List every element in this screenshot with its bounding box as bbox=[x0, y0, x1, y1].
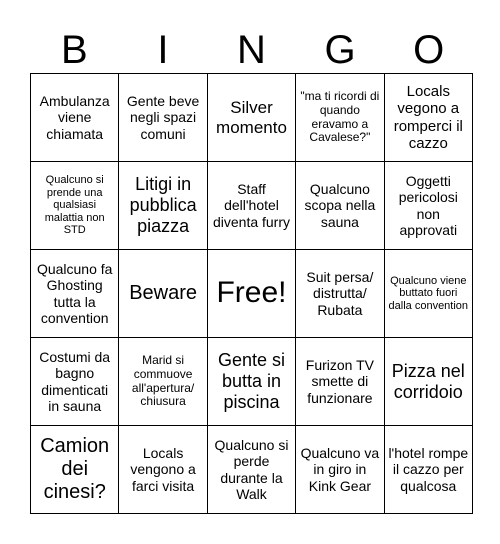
bingo-cell[interactable]: Qualcuno si perde durante la Walk bbox=[208, 426, 296, 514]
header-letter-g: G bbox=[324, 28, 356, 72]
bingo-cell[interactable]: Locals vengono a farci visita bbox=[119, 426, 207, 514]
bingo-cell[interactable]: Costumi da bagno dimenticati in sauna bbox=[31, 338, 119, 426]
bingo-cell[interactable]: Qualcuno scopa nella sauna bbox=[296, 162, 384, 250]
bingo-cell[interactable]: Ambulanza viene chiamata bbox=[31, 74, 119, 162]
bingo-cell[interactable]: Camion dei cinesi? bbox=[31, 426, 119, 514]
bingo-cell[interactable]: Silver momento bbox=[208, 74, 296, 162]
header-letter-o: O bbox=[413, 28, 445, 72]
bingo-cell[interactable]: Suit persa/ distrutta/ Rubata bbox=[296, 250, 384, 338]
header-letter-n: N bbox=[237, 28, 266, 72]
bingo-cell[interactable]: Oggetti pericolosi non approvati bbox=[385, 162, 473, 250]
bingo-grid bbox=[30, 73, 473, 514]
bingo-cell[interactable]: Qualcuno viene buttato fuori dalla convention bbox=[385, 250, 473, 338]
header-letter-b: B bbox=[60, 28, 88, 72]
bingo-cell[interactable]: Qualcuno fa Ghosting tutta la convention bbox=[31, 250, 119, 338]
bingo-cell[interactable]: Beware bbox=[119, 250, 207, 338]
bingo-cell[interactable]: Staff dell'hotel diventa furry bbox=[208, 162, 296, 250]
bingo-cell[interactable]: Marid si commuove all'apertura/ chiusura bbox=[119, 338, 207, 426]
bingo-cell[interactable]: Furizon TV smette di funzionare bbox=[296, 338, 384, 426]
bingo-cell[interactable]: Qualcuno va in giro in Kink Gear bbox=[296, 426, 384, 514]
bingo-cell[interactable]: Gente beve negli spazi comuni bbox=[119, 74, 207, 162]
free-space-cell[interactable]: Free! bbox=[208, 250, 296, 338]
header-letter-i: I bbox=[157, 28, 169, 72]
bingo-cell[interactable]: Litigi in pubblica piazza bbox=[119, 162, 207, 250]
bingo-cell[interactable]: l'hotel rompe il cazzo per qualcosa bbox=[385, 426, 473, 514]
bingo-cell[interactable]: Gente si butta in piscina bbox=[208, 338, 296, 426]
bingo-cell[interactable]: Qualcuno si prende una qualsiasi malattia non STD bbox=[31, 162, 119, 250]
bingo-cell[interactable]: "ma ti ricordi di quando eravamo a Cavalese?" bbox=[296, 74, 384, 162]
bingo-cell[interactable]: Pizza nel corridoio bbox=[385, 338, 473, 426]
bingo-cell[interactable]: Locals vegono a romperci il cazzo bbox=[385, 74, 473, 162]
bingo-header bbox=[30, 26, 473, 74]
